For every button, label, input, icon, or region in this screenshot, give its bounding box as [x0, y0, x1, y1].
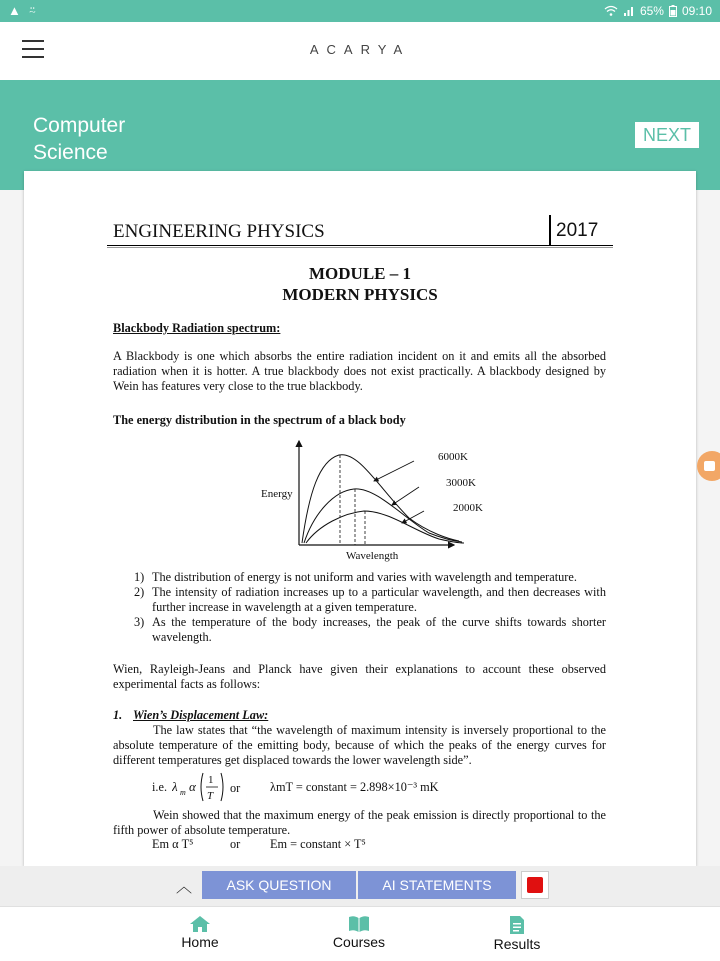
status-bar — [0, 0, 720, 22]
y-axis-label: Energy — [261, 488, 293, 500]
chevron-up-icon[interactable]: ︿ — [176, 879, 193, 896]
legend-6000k: 6000K — [438, 451, 468, 463]
svg-text:m: m — [180, 788, 186, 797]
signal-icon — [623, 5, 635, 17]
nav-home-label: Home — [181, 934, 219, 950]
battery-percent: 65% — [639, 4, 664, 18]
wien-heading: Wien’s Displacement Law: — [133, 708, 269, 722]
bottom-nav — [0, 906, 720, 961]
label-arrow-3000k — [392, 487, 419, 505]
course-title: Computer Science — [33, 114, 126, 164]
blackbody-chart — [254, 433, 504, 563]
section-paragraph: A Blackbody is one which absorbs the entire radiation incident on it and emits all the absorbed radiation when it is hotter. A true blackbody does not exist practically. A blackbody designed by Wein has features very close to the true blackbody. — [113, 349, 606, 393]
nav-results[interactable] — [457, 911, 577, 952]
section-heading: Blackbody Radiation spectrum: — [113, 321, 281, 335]
formula-or: or — [230, 781, 241, 795]
formula-constant: λmT = constant = 2.898×10⁻³ mK — [270, 780, 439, 794]
nav-results-label: Results — [493, 936, 541, 952]
nav-home[interactable] — [140, 911, 260, 950]
list-item: 2) The intensity of radiation increases up to a particular wavelength, and then decreases with further increase in wavelength at a given temperature. — [134, 585, 606, 614]
nav-courses[interactable] — [299, 911, 419, 950]
wien-intro: Wien, Rayleigh-Jeans and Planck have given their explanations to account these observed experimental facts as follows: — [113, 662, 606, 691]
ai-statements-button[interactable]: AI STATEMENTS — [358, 871, 516, 899]
module-number: MODULE – 1 — [309, 264, 411, 283]
record-icon — [527, 877, 543, 893]
legend-3000k: 3000K — [446, 477, 476, 489]
svg-text:1: 1 — [208, 774, 214, 786]
video-call-icon[interactable] — [697, 451, 720, 481]
curve-6000k — [302, 455, 459, 543]
ask-question-button[interactable]: ASK QUESTION — [202, 871, 356, 899]
label-arrow-6000k — [374, 461, 414, 481]
battery-icon — [669, 5, 677, 17]
status-right — [604, 4, 712, 18]
list-item: 1) The distribution of energy is not uniform and varies with wavelength and temperature. — [134, 570, 577, 584]
doc-header-year: 2017 — [556, 220, 599, 241]
formula-ie: i.e. — [152, 780, 168, 794]
results-document-icon — [508, 915, 526, 935]
wien-number: 1. — [113, 708, 123, 722]
clock: 09:10 — [681, 4, 712, 18]
observation-list — [134, 570, 606, 645]
book-icon — [347, 915, 371, 933]
next-button[interactable]: NEXT — [635, 122, 699, 148]
app-bar — [0, 22, 720, 81]
lambda-formula — [172, 767, 232, 807]
document-page — [24, 171, 696, 866]
wien-body: The law states that “the wavelength of maximum intensity is inversely proportional to the absolute temperature of the emitting body, because of which the peaks of the energy curves for different temperatures get displaced towards the lower wavelength side”. — [113, 723, 606, 767]
wien-energy-text: Wein showed that the maximum energy of the peak emission is directly proportional to the fifth power of absolute temperature. — [113, 808, 606, 837]
formula2-left: Em α T⁵ — [152, 837, 194, 851]
wifi-icon — [604, 5, 618, 17]
svg-text:α: α — [189, 779, 196, 794]
section-heading-2: The energy distribution in the spectrum of a black body — [113, 413, 406, 427]
nav-courses-label: Courses — [332, 934, 386, 950]
svg-text:λ: λ — [172, 779, 178, 794]
notification-icons: ▲ ⍨ — [8, 3, 39, 18]
legend-2000k: 2000K — [453, 502, 483, 514]
svg-text:T: T — [207, 790, 214, 802]
x-axis-label: Wavelength — [346, 550, 399, 562]
header-rule-shadow — [107, 247, 613, 248]
module-title: MODERN PHYSICS — [282, 285, 438, 304]
record-button[interactable] — [521, 871, 549, 899]
formula2-or: or — [230, 837, 241, 851]
list-item: 3) As the temperature of the body increases, the peak of the curve shifts towards shorter wavelength. — [134, 615, 606, 644]
curve-2000k — [306, 511, 464, 543]
header-rule — [107, 245, 613, 246]
home-icon — [189, 915, 211, 933]
action-bar — [0, 866, 720, 906]
formula2-right: Em = constant × T⁵ — [270, 837, 366, 851]
brand-title: ACARYA — [309, 42, 411, 57]
doc-header-title: ENGINEERING PHYSICS — [113, 221, 325, 242]
header-divider — [549, 215, 551, 245]
